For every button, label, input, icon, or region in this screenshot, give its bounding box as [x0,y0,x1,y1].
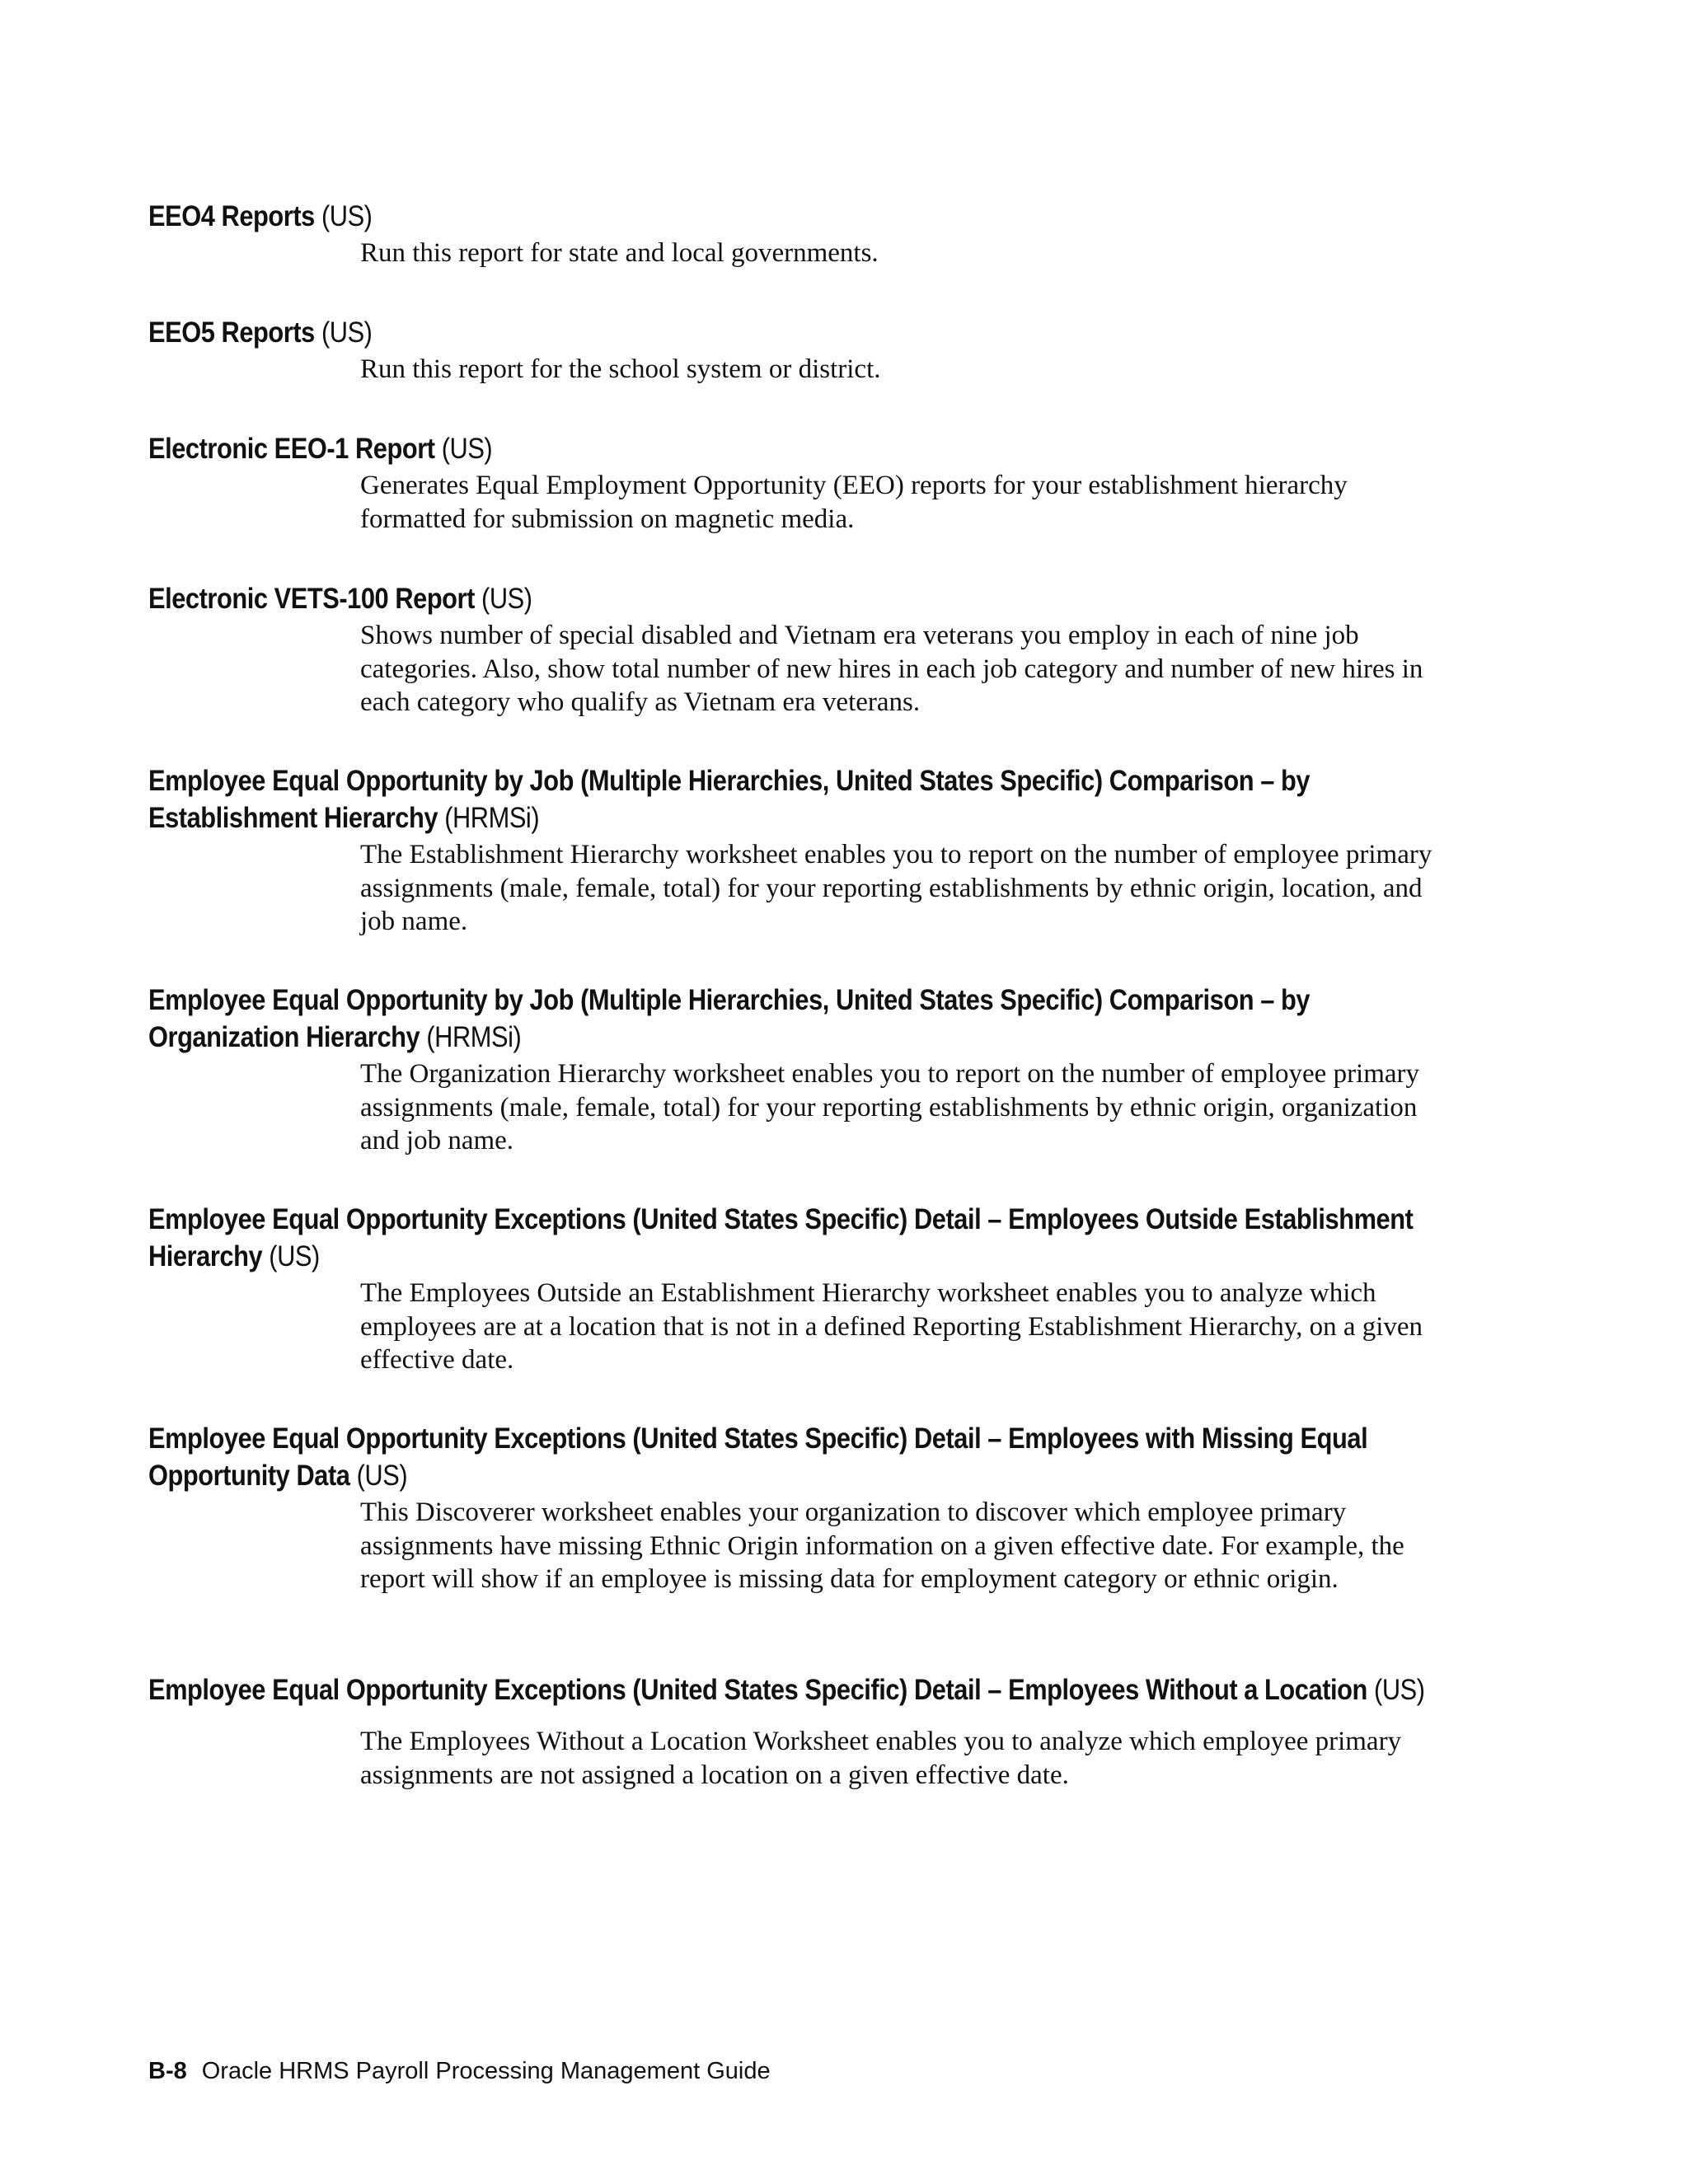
entry-title [148,580,1455,617]
entry-tag: (US) [481,583,532,615]
entry-title [148,430,1455,467]
entry-description: The Organization Hierarchy worksheet enables you to report on the number of employee primary assignments (male, female, total) for your reporting establishments by ethnic origin, organization and job name. [360,1059,1420,1155]
entry-title [148,1420,1455,1494]
entry-description: The Employees Outside an Establishment Hierarchy worksheet enables you to analyze which employees are at a location that is not in a defined Reporting Establishment Hierarchy, on a given effective date. [360,1278,1423,1375]
entry-tag: (US) [356,1460,408,1492]
report-entry [148,982,1451,1158]
entry-tag: (US) [321,316,373,349]
page-footer [148,2056,771,2086]
entry-title [148,198,1455,235]
page-number: B-8 [148,2058,187,2084]
entry-title [148,1671,1455,1708]
report-entry [148,198,1451,270]
entry-tag: (US) [441,433,493,465]
entry-name: EEO5 Reports [148,316,315,349]
entry-title [148,982,1455,1056]
entry-tag: (US) [269,1240,320,1272]
report-entry [148,1201,1451,1377]
entry-name: Employee Equal Opportunity by Job (Multiple Hierarchies, United States Specific) Comparison – by Organization Hierarchy [148,984,1311,1053]
report-entry [148,580,1451,719]
entry-description: Run this report for the school system or district. [360,354,881,384]
report-entry [148,1420,1451,1596]
report-entry [148,762,1451,939]
entry-name: Employee Equal Opportunity Exceptions (United States Specific) Detail – Employees Outside Establishment Hierarchy [148,1203,1414,1272]
entry-description: Generates Equal Employment Opportunity (EEO) reports for your establishment hierarchy formatted for submission on magnetic media. [360,471,1348,534]
entry-name: Employee Equal Opportunity by Job (Multiple Hierarchies, United States Specific) Comparison – by Establishment Hierarchy [148,765,1311,834]
entry-title [148,1201,1455,1275]
entry-title [148,762,1455,837]
report-entry [148,314,1451,387]
entry-tag: (HRMSi) [426,1021,522,1053]
report-entry [148,1671,1451,1792]
entry-description: The Employees Without a Location Worksheet enables you to analyze which employee primary assignments are not assigned a location on a given effective date. [360,1727,1402,1790]
entry-description: Shows number of special disabled and Vietnam era veterans you employ in each of nine job categories. Also, show total number of new hires in each job category and number of new hires in each category who qualify as Vietnam era veterans. [360,621,1423,717]
entry-tag: (HRMSi) [444,802,540,834]
entry-tag: (US) [1374,1674,1425,1706]
entry-tag: (US) [321,200,373,232]
report-entry [148,430,1451,536]
entry-description: Run this report for state and local governments. [360,238,879,268]
entry-title [148,314,1455,351]
entry-description: The Establishment Hierarchy worksheet enables you to report on the number of employee primary assignments (male, female, total) for your reporting establishments by ethnic origin, location, and job name. [360,840,1432,936]
entry-name: Electronic EEO-1 Report [148,433,435,465]
entry-name: Employee Equal Opportunity Exceptions (United States Specific) Detail – Employees with Missing Equal Opportunity Data [148,1422,1368,1492]
entry-name: EEO4 Reports [148,200,315,232]
book-title: Oracle HRMS Payroll Processing Management Guide [201,2058,771,2084]
entry-name: Electronic VETS-100 Report [148,583,475,615]
entry-description: This Discoverer worksheet enables your organization to discover which employee primary assignments have missing Ethnic Origin information on a given effective date. For example, the report will show if an employee is missing data for employment category or ethnic origin. [360,1497,1404,1594]
entry-name: Employee Equal Opportunity Exceptions (United States Specific) Detail – Employees Without a Location [148,1674,1367,1706]
